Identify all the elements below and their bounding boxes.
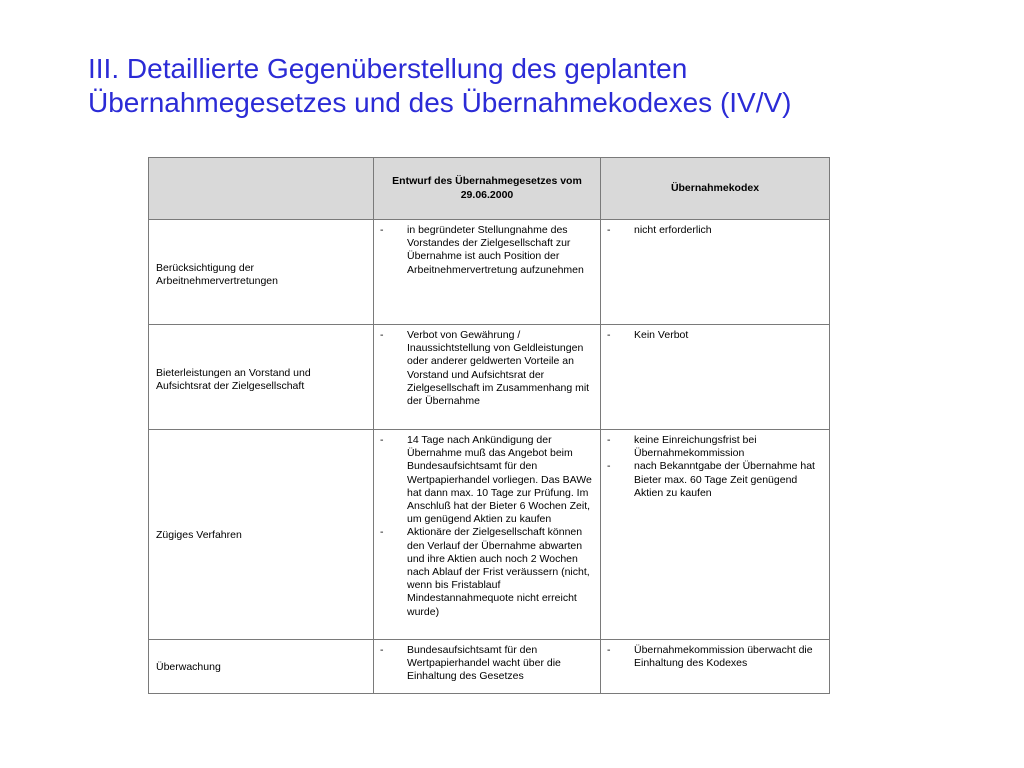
header-kodex: Übernahmekodex	[601, 158, 830, 220]
list-item-text: Bundesaufsichtsamt für den Wertpapierhandel wacht über die Einhaltung des Gesetzes	[407, 644, 561, 683]
table-row	[149, 430, 830, 640]
list-item	[380, 434, 594, 526]
list-item-text: 14 Tage nach Ankündigung der Übernahme muß das Angebot beim Bundesaufsichtsamt für den Wertpapierhandel vorliegen. Das BAWe hat dann max. 10 Tage zur Prüfung. Im Anschluß hat der Bieter 6 Wochen Zeit, um genügend Aktien zu kaufen	[407, 434, 592, 526]
row-label: Überwachung	[156, 661, 221, 674]
list-item	[607, 460, 823, 500]
bullet-list	[601, 430, 829, 500]
bullet-dash: -	[380, 434, 384, 446]
table-row	[149, 325, 830, 430]
table-row	[149, 220, 830, 325]
list-item	[380, 329, 594, 408]
bullet-dash: -	[380, 329, 384, 341]
row-label: Zügiges Verfahren	[156, 529, 242, 542]
list-item	[380, 224, 594, 277]
list-item-text: Verbot von Gewährung / Inaussichtstellung von Geldleistungen oder anderer geldwerten Vorteile an Vorstand und Aufsichtsrat der Zielgesellschaft im Zusammenhang mit der Übernahme	[407, 329, 590, 408]
list-item	[380, 644, 594, 684]
gesetz-cell	[374, 220, 601, 325]
list-item-text: keine Einreichungsfrist bei Übernahmekommission	[634, 434, 757, 460]
row-label-cell	[149, 430, 374, 640]
bullet-dash: -	[380, 526, 384, 539]
bullet-dash: -	[607, 644, 611, 656]
slide-title-line-1: III. Detaillierte Gegenüberstellung des geplanten	[88, 53, 688, 84]
slide-title-line-2: Übernahmegesetzes und des Übernahmekodexes (IV/V)	[88, 87, 792, 118]
list-item-text: nach Bekanntgabe der Übernahme hat Bieter max. 60 Tage Zeit genügend Aktien zu kaufen	[634, 460, 815, 499]
bullet-list	[601, 640, 829, 670]
kodex-cell	[601, 430, 830, 640]
bullet-list	[374, 430, 600, 619]
row-label-cell	[149, 220, 374, 325]
kodex-cell	[601, 640, 830, 694]
table-row	[149, 640, 830, 694]
list-item-text: nicht erforderlich	[634, 224, 712, 236]
list-item	[607, 644, 823, 670]
bullet-dash: -	[380, 644, 384, 656]
bullet-dash: -	[380, 224, 384, 236]
header-gesetz: Entwurf des Übernahmegesetzes vom 29.06.2000	[374, 158, 601, 220]
table-header-row	[149, 158, 830, 220]
row-label: Berücksichtigung der Arbeitnehmervertretungen	[156, 261, 278, 287]
row-label-cell	[149, 640, 374, 694]
bullet-dash: -	[607, 434, 611, 446]
kodex-cell	[601, 325, 830, 430]
list-item-text: Kein Verbot	[634, 329, 689, 341]
bullet-list	[374, 220, 600, 277]
bullet-dash: -	[607, 329, 611, 341]
gesetz-cell	[374, 430, 601, 640]
row-label: Bieterleistungen an Vorstand und Aufsichtsrat der Zielgesellschaft	[156, 366, 311, 392]
row-label-cell	[149, 325, 374, 430]
bullet-list	[601, 325, 829, 342]
slide-title	[88, 52, 988, 120]
list-item-text: Aktionäre der Zielgesellschaft können den Verlauf der Übernahme abwarten und ihre Aktien auch noch 2 Wochen nach Ablauf der Frist veräussern (nicht, wenn bis Fristablauf Mindestannahmequote nicht erreicht wurde)	[407, 526, 590, 618]
list-item-text: in begründeter Stellungnahme des Vorstandes der Zielgesellschaft zur Übernahme ist auch Position der Arbeitnehmervertretung aufzunehmen	[407, 224, 584, 276]
bullet-dash: -	[607, 460, 611, 473]
kodex-cell	[601, 220, 830, 325]
list-item	[607, 329, 823, 342]
bullet-list	[374, 325, 600, 408]
list-item-text: Übernahmekommission überwacht die Einhaltung des Kodexes	[634, 644, 813, 670]
gesetz-cell	[374, 325, 601, 430]
list-item	[607, 224, 823, 237]
bullet-list	[374, 640, 600, 684]
bullet-list	[601, 220, 829, 237]
header-corner-cell	[149, 158, 374, 220]
gesetz-cell	[374, 640, 601, 694]
list-item	[607, 434, 823, 460]
bullet-dash: -	[607, 224, 611, 236]
list-item	[380, 526, 594, 618]
comparison-table	[148, 157, 830, 694]
